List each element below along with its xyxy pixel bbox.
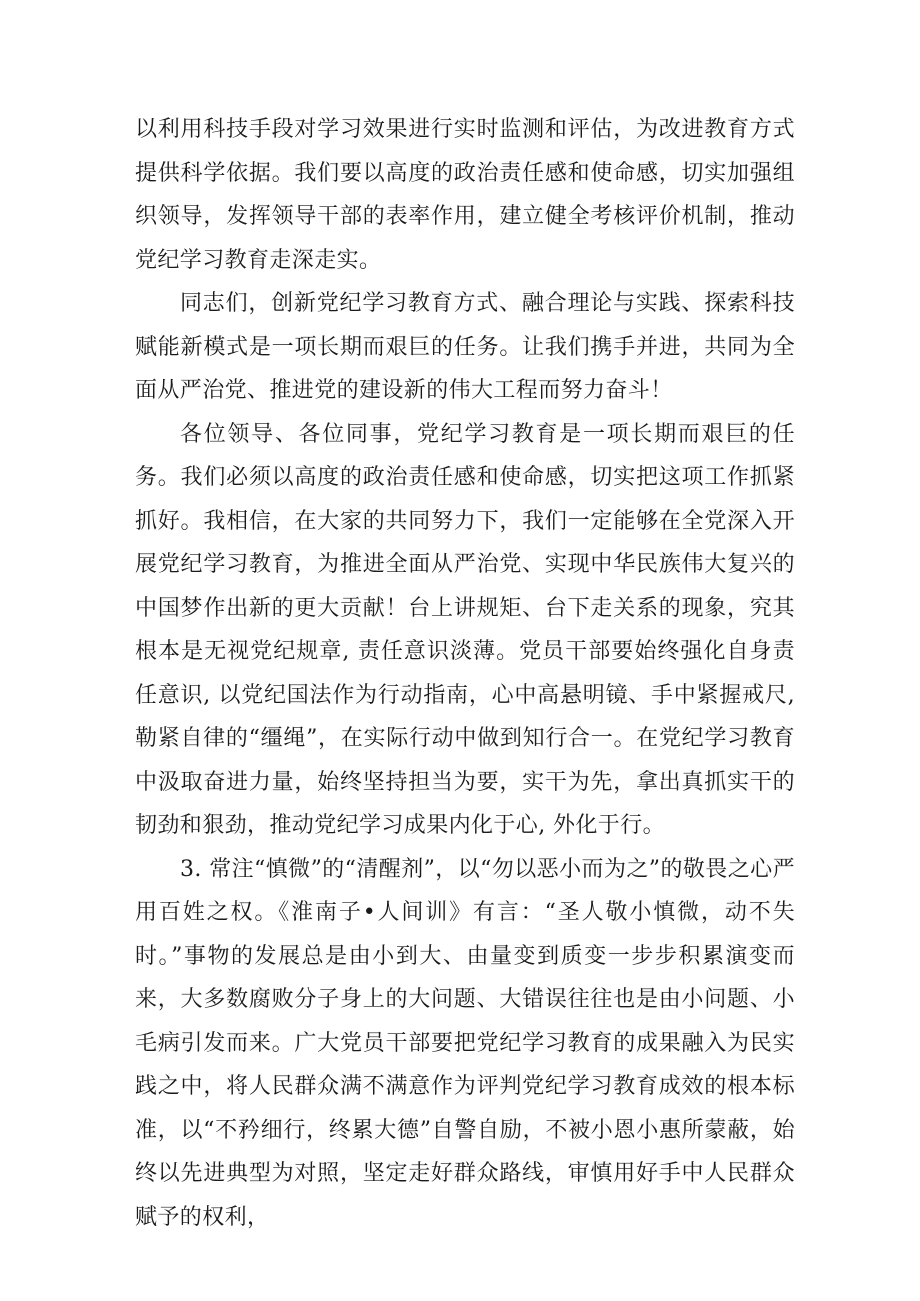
document-body	[135, 108, 795, 1239]
paragraph-2: 同志们，创新党纪学习教育方式、融合理论与实践、探索科技赋能新模式是一项长期而艰巨的任务。让我们携手并进，共同为全面从严治党、推进党的建设新的伟大工程而努力奋斗！	[135, 291, 795, 403]
paragraph-4: 3. 常注“慎微”的“清醒剂”，以“勿以恶小而为之”的敬畏之心严用百姓之权。《淮南子•人间训》有言：“圣人敬小慎微，动不失时。”事物的发展总是由小到大、由量变到质变一步步积累演变而来，大多数腐败分子身上的大问题、大错误往往也是由小问题、小毛病引发而来。广大党员干部要把党纪学习教育的成果融入为民实践之中，将人民群众满不满意作为评判党纪学习教育成效的根本标准，以“不矜细行，终累大德”自警自励，不被小恩小惠所蒙蔽，始终以先进典型为对照，坚定走好群众路线，审慎用好手中人民群众赋予的权利，	[135, 856, 795, 1230]
paragraph-3: 各位领导、各位同事，党纪学习教育是一项长期而艰巨的任务。我们必须以高度的政治责任感和使命感，切实把这项工作抓紧抓好。我相信，在大家的共同努力下，我们一定能够在全党深入开展党纪学习教育，为推进全面从严治党、实现中华民族伟大复兴的中国梦作出新的更大贡献！台上讲规矩、台下走关系的现象，究其根本是无视党纪规章, 责任意识淡薄。党员干部要始终强化自身责任意识, 以党纪国法作为行动指南，心中高悬明镜、手中紧握戒尺, 勒紧自律的“缰绳”，在实际行动中做到知行合一。在党纪学习教育中汲取奋进力量，始终坚持担当为要，实干为先，拿出真抓实干的韧劲和狠劲，推动党纪学习成果内化于心, 外化于行。	[135, 421, 795, 838]
paragraph-1: 以利用科技手段对学习效果进行实时监测和评估，为改进教育方式提供科学依据。我们要以高度的政治责任感和使命感，切实加强组织领导，发挥领导干部的表率作用，建立健全考核评价机制，推动党纪学习教育走深走实。	[135, 117, 795, 273]
